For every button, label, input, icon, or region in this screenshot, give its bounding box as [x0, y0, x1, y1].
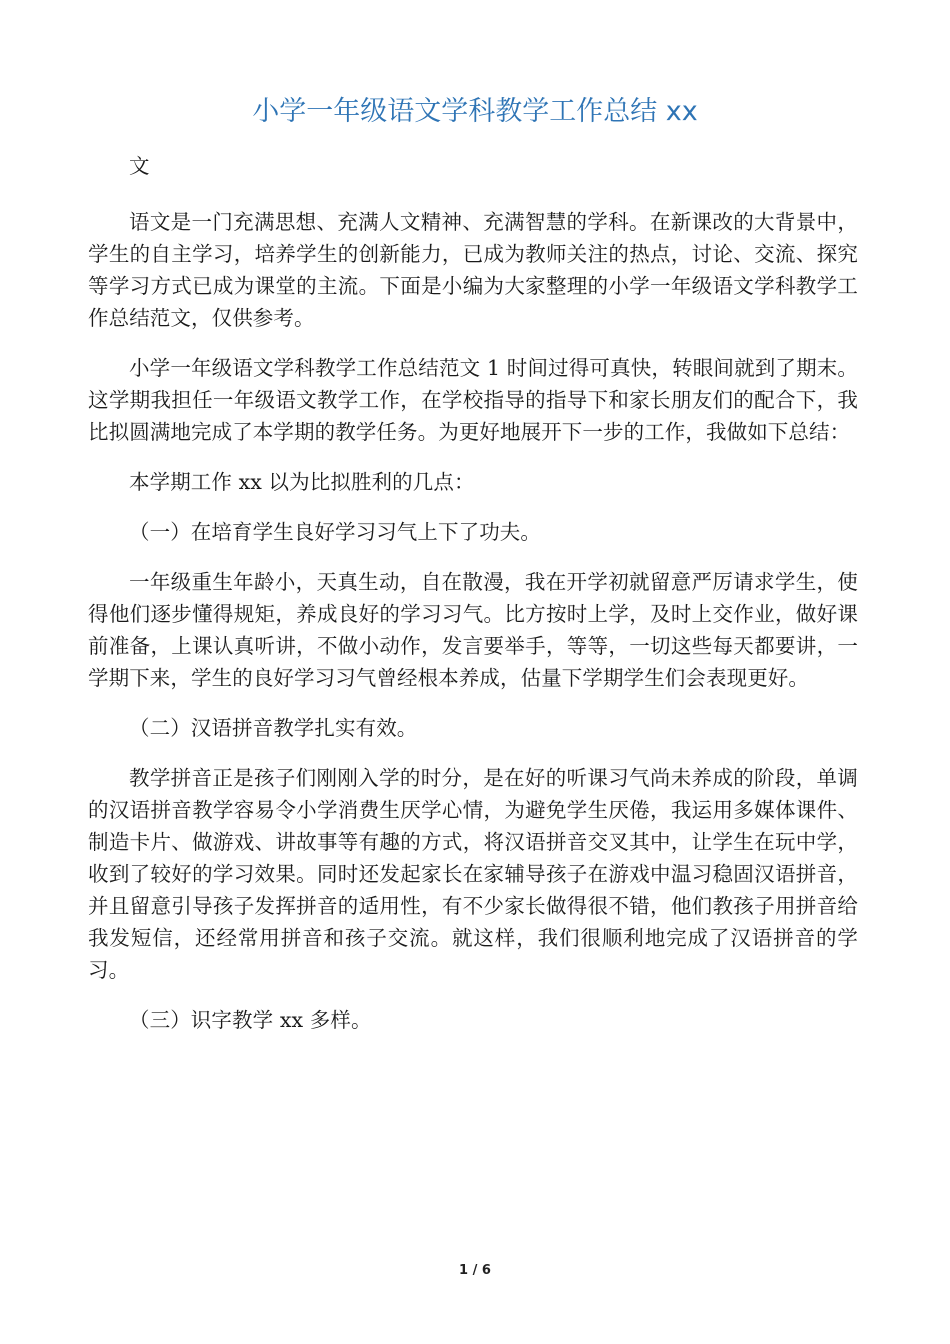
paragraph-0: 文: [129, 154, 150, 178]
page-number: 1 / 6: [459, 1263, 491, 1278]
section-heading-3: （三）识字教学 xx 多样。: [129, 1008, 372, 1032]
paragraph-7: 教学拼音正是孩子们刚刚入学的时分，是在好的听课习气尚未养成的阶段，单调的汉语拼音教学容易令小学消费生厌学心情，为避免学生厌倦，我运用多媒体课件、制造卡片、做游戏、讲故事等有趣的方式，将汉语拼音交叉其中，让学生在玩中学，收到了较好的学习效果。同时还发起家长在家辅导孩子在游戏中温习稳固汉语拼音，并且留意引导孩子发挥拼音的适用性，有不少家长做得很不错，他们教孩子用拼音给我发短信，还经常用拼音和孩子交流。就这样，我们很顺利地完成了汉语拼音的学习。: [88, 766, 858, 982]
section-heading-1: （一）在培育学生良好学习习气上下了功夫。: [129, 520, 541, 544]
document-body: [88, 150, 858, 1054]
paragraph-3: 本学期工作 xx 以为比拟胜利的几点：: [129, 470, 475, 494]
paragraph-2: 小学一年级语文学科教学工作总结范文 1 时间过得可真快，转眼间就到了期末。这学期我担任一年级语文教学工作，在学校指导的指导下和家长朋友们的配合下，我比拟圆满地完成了本学期的教学任务。为更好地展开下一步的工作，我做如下总结：: [88, 356, 858, 444]
section-heading-2: （二）汉语拼音教学扎实有效。: [129, 716, 418, 740]
paragraph-1: 语文是一门充满思想、充满人文精神、充满智慧的学科。在新课改的大背景中，学生的自主学习，培养学生的创新能力，已成为教师关注的热点，讨论、交流、探究等学习方式已成为课堂的主流。下面是小编为大家整理的小学一年级语文学科教学工作总结范文，仅供参考。: [88, 210, 858, 330]
document-title: 小学一年级语文学科教学工作总结 xx: [252, 96, 698, 127]
paragraph-5: 一年级重生年龄小，天真生动，自在散漫，我在开学初就留意严厉请求学生，使得他们逐步懂得规矩，养成良好的学习习气。比方按时上学，及时上交作业，做好课前准备，上课认真听讲，不做小动作，发言要举手，等等，一切这些每天都要讲，一学期下来，学生的良好学习习气曾经根本养成，估量下学期学生们会表现更好。: [88, 570, 858, 690]
